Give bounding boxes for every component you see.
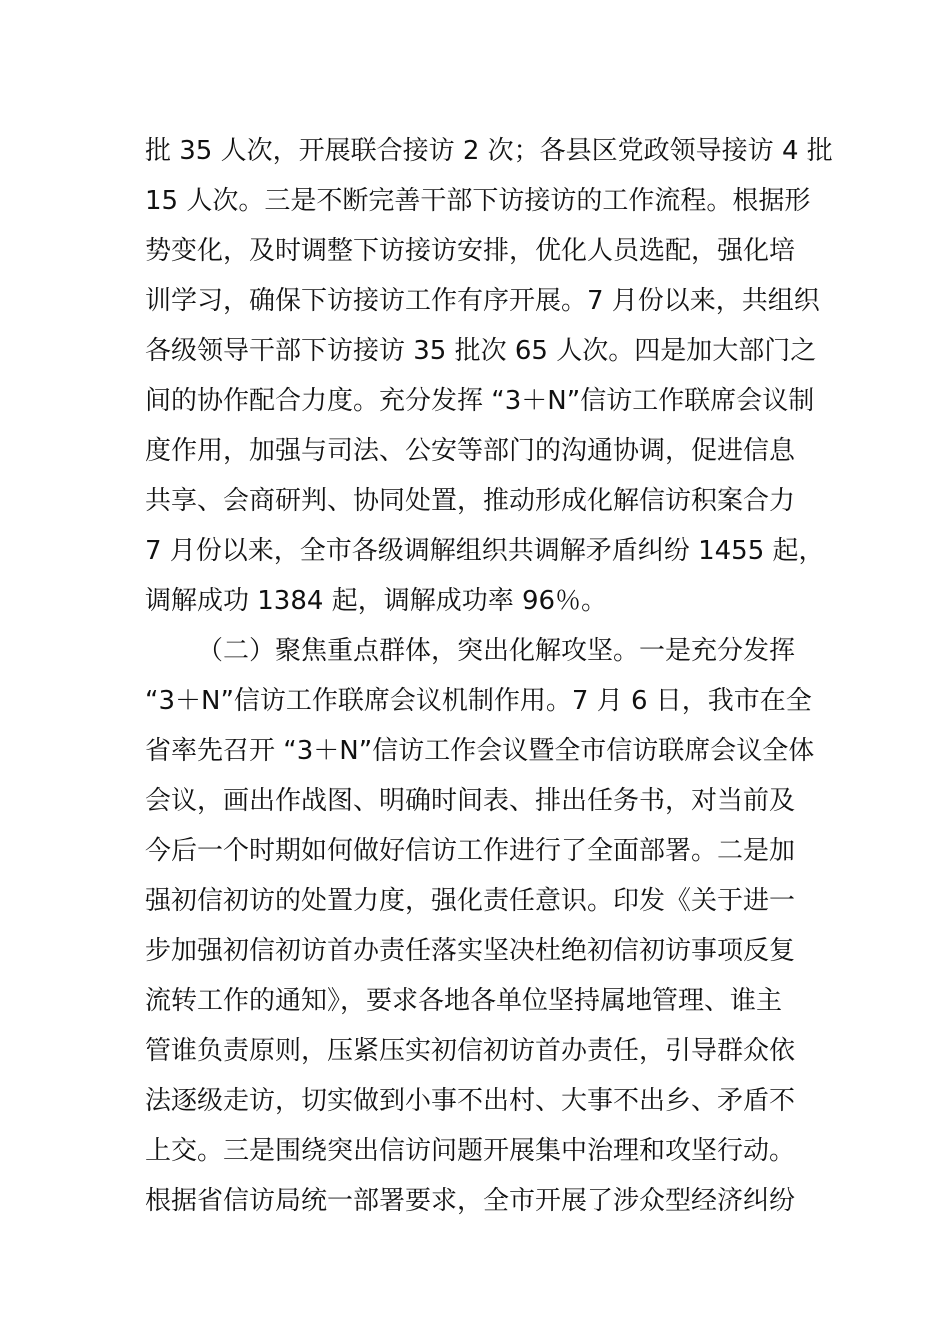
text-line: 流转工作的通知》，要求各地各单位坚持属地管理、谁主 — [145, 986, 783, 1016]
text-line: 管谁负责原则，压紧压实初信初访首办责任，引导群众依 — [145, 1036, 796, 1066]
text-line: 共享、会商研判、协同处置，推动形成化解信访积案合力 — [145, 486, 796, 516]
text-line: 训学习，确保下访接访工作有序开展。7 月份以来，共组织 — [145, 286, 820, 316]
text-line: 强初信初访的处置力度，强化责任意识。印发《关于进一 — [145, 886, 796, 916]
text-line: 会议，画出作战图、明确时间表、排出任务书，对当前及 — [145, 786, 796, 816]
text-line: 7 月份以来，全市各级调解组织共调解矛盾纠纷 1455 起， — [145, 536, 825, 566]
text-line: 法逐级走访，切实做到小事不出村、大事不出乡、矛盾不 — [145, 1086, 796, 1116]
text-line: 度作用，加强与司法、公安等部门的沟通协调，促进信息 — [145, 436, 796, 466]
text-line: 省率先召开 “3＋N”信访工作会议暨全市信访联席会议全体 — [145, 736, 815, 766]
text-line: 15 人次。三是不断完善干部下访接访的工作流程。根据形 — [145, 186, 811, 216]
text-line: 上交。三是围绕突出信访问题开展集中治理和攻坚行动。 — [145, 1136, 796, 1166]
text-line: 根据省信访局统一部署要求，全市开展了涉众型经济纠纷 — [145, 1186, 796, 1216]
text-line: 调解成功 1384 起，调解成功率 96％。 — [145, 586, 608, 616]
text-line: 各级领导干部下访接访 35 批次 65 人次。四是加大部门之 — [145, 336, 817, 366]
text-line: “3＋N”信访工作联席会议机制作用。7 月 6 日，我市在全 — [145, 686, 812, 716]
text-line: 批 35 人次，开展联合接访 2 次；各县区党政领导接访 4 批 — [145, 136, 833, 166]
paragraph-heading-line: （二）聚焦重点群体，突出化解攻坚。一是充分发挥 — [197, 636, 796, 666]
body-text — [145, 126, 833, 1226]
text-line: 间的协作配合力度。充分发挥 “3＋N”信访工作联席会议制 — [145, 386, 815, 416]
text-line: 势变化，及时调整下访接访安排，优化人员选配，强化培 — [145, 236, 796, 266]
text-line: 步加强初信初访首办责任落实坚决杜绝初信初访事项反复 — [145, 936, 796, 966]
text-line: 今后一个时期如何做好信访工作进行了全面部署。二是加 — [145, 836, 796, 866]
